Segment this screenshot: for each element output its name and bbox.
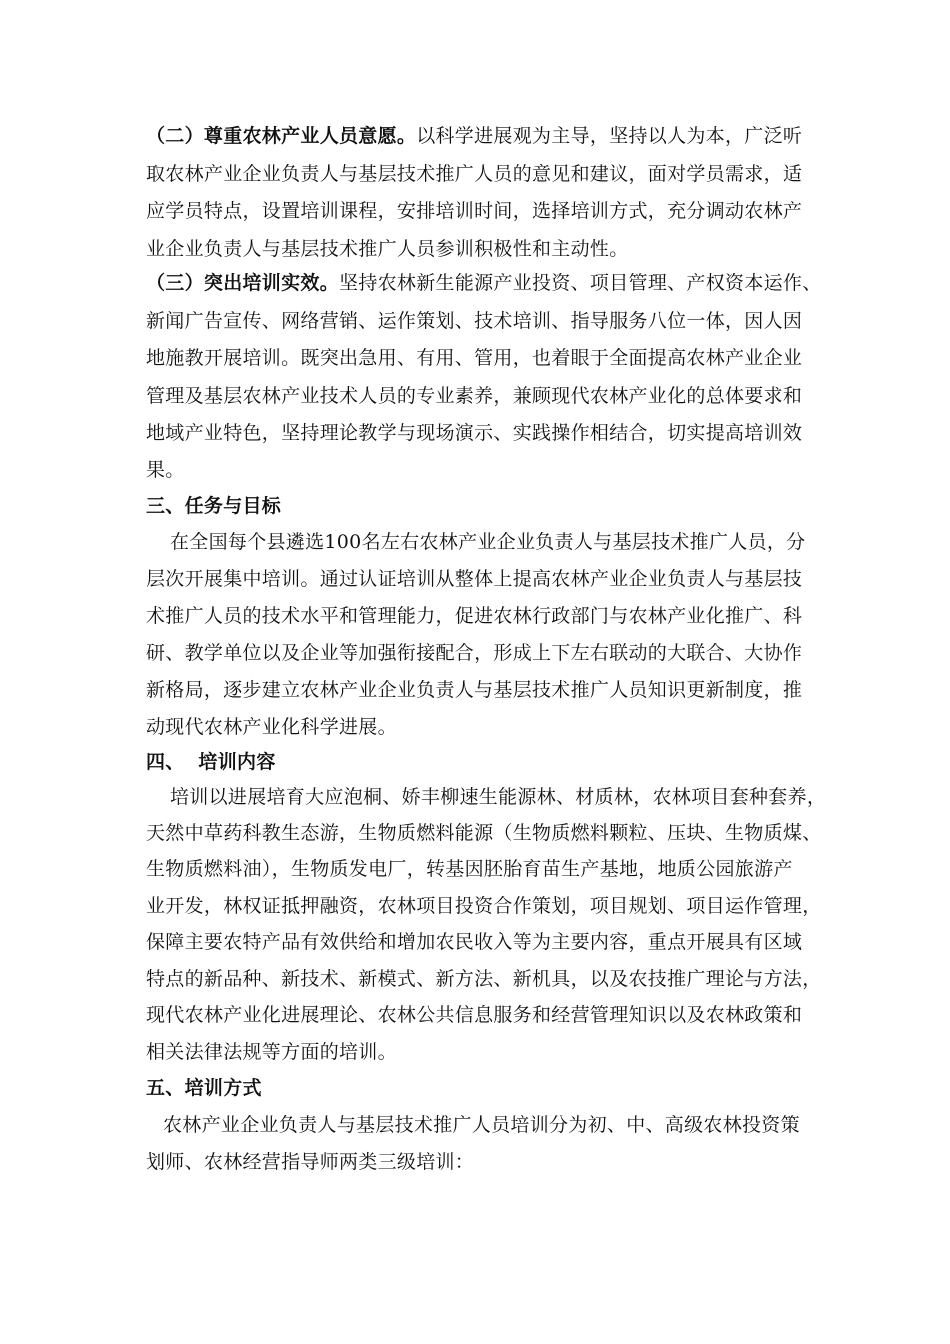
paragraph-line: 农林产业企业负责人与基层技术推广人员培训分为初、中、高级农林投资策 (163, 1114, 800, 1136)
paragraph-line: 相关法律法规等方面的培训。 (146, 1041, 397, 1063)
section-heading: （三）突出培训实效。 (146, 272, 340, 294)
paragraph-line: 新格局，逐步建立农林产业企业负责人与基层技术推广人员知识更新制度，推 (146, 679, 803, 701)
paragraph-line (146, 124, 846, 148)
paragraph-line: 培训以进展培育大应泡桐、娇丰柳速生能源林、材质林，农林项目套种套养， (170, 786, 827, 808)
paragraph-line: 术推广人员的技术水平和管理能力，促进农林行政部门与农林产业化推广、科 (146, 605, 803, 627)
paragraph-line: 新闻广告宣传、网络营销、运作策划、技术培训、指导服务八位一体，因人因 (146, 310, 803, 332)
paragraph-line: 研、教学单位以及企业等加强衔接配合，形成上下左右联动的大联合、大协作 (146, 642, 803, 664)
section-heading: 四、 培训内容 (146, 751, 276, 773)
paragraph-line: 特点的新品种、新技术、新模式、新方法、新机具，以及农技推广理论与方法， (146, 968, 822, 990)
paragraph-line: 地施教开展培训。既突出急用、有用、管用，也着眼于全面提高农林产业企业 (146, 347, 803, 369)
paragraph-line: 果。 (146, 459, 185, 481)
paragraph-line: 业企业负责人与基层技术推广人员参训积极性和主动性。 (146, 238, 629, 260)
paragraph-text: 以科学进展观为主导，坚持以人为本，广泛听 (416, 125, 803, 147)
paragraph-line: 地域产业特色，坚持理论教学与现场演示、实践操作相结合，切实提高培训效 (146, 422, 803, 444)
section-heading: （二）尊重农林产业人员意愿。 (146, 125, 417, 147)
paragraph-line: 天然中草药科教生态游，生物质燃料能源（生物质燃料颗粒、压块、生物质煤、 (146, 822, 822, 844)
paragraph-line: 现代农林产业化进展理论、农林公共信息服务和经营管理知识以及农林政策和 (146, 1004, 803, 1026)
paragraph-line: 动现代农林产业化科学进展。 (146, 716, 397, 738)
section-heading: 三、任务与目标 (146, 495, 282, 517)
paragraph-line: 在全国每个县遴选100名左右农林产业企业负责人与基层技术推广人员，分 (170, 531, 806, 553)
paragraph-line: 生物质燃料油），生物质发电厂，转基因胚胎育苗生产基地，地质公园旅游产 (146, 858, 793, 880)
paragraph-line: 业开发，林权证抵押融资，农林项目投资合作策划，项目规划、项目运作管理， (146, 895, 822, 917)
paragraph-text: 坚持农林新生能源产业投资、项目管理、产权资本运作、 (339, 272, 822, 294)
section-heading: 五、培训方式 (146, 1077, 262, 1099)
paragraph-line: 层次开展集中培训。通过认证培训从整体上提高农林产业企业负责人与基层技 (146, 568, 803, 590)
paragraph-line: 划师、农林经营指导师两类三级培训： (146, 1151, 475, 1173)
paragraph-line (146, 271, 846, 295)
paragraph-line: 管理及基层农林产业技术人员的专业素养，兼顾现代农林产业化的总体要求和 (146, 385, 803, 407)
paragraph-line: 应学员特点，设置培训课程，安排培训时间，选择培训方式，充分调动农林产 (146, 200, 803, 222)
paragraph-line: 取农林产业企业负责人与基层技术推广人员的意见和建议，面对学员需求，适 (146, 163, 803, 185)
paragraph-line: 保障主要农特产品有效供给和增加农民收入等为主要内容，重点开展具有区域 (146, 931, 803, 953)
